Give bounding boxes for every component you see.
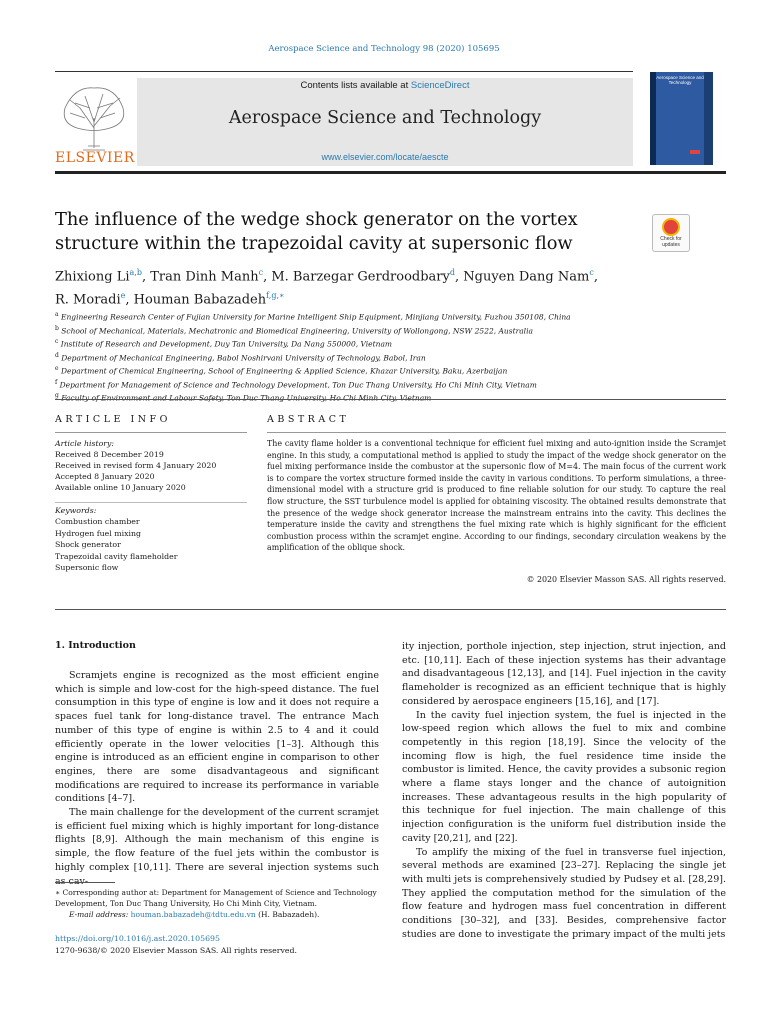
- journal-cover-image: [650, 72, 713, 165]
- affil-key: d: [55, 351, 59, 359]
- body-paragraph: ity injection, porthole injection, step injection, strut injection, and etc. [10,11]. Each of these injection systems has their advantage and disadvantageous [12,13], and [14]. Fuel injection in the cavity flameholder is recognized as an efficient technique that is highly considered by aerospace engineers [15,16], and [17].: [402, 641, 726, 707]
- abstract-text: The cavity flame holder is a conventional technique for efficient fuel mixing and auto-ignition inside the Scramjet engine. In this study, a computational method is applied to study the impact of the wedge shock generator on the fuel mixing performance inside the combustor at the supersonic flow of M=4. The main focus of the current work is to compare the vortex structure formed inside the cavity in various conditions. To perform simulations, a three-dimensional model with a structure grid is produced to fine reliable solution for our study. To capture the real flow structure, the SST turbulence model is applied for obtaining viscosity. The obtained results demonstrate that the presence of the wedge shock generator increase the mainstream entrains into the cavity. This declines the temperature inside the cavity and strengthens the fuel mixing rate which is highly significant for the efficient combustion process within the scramjet engine. According to our findings, secondary circulation weakens by the amplification of the oblique shock.: [267, 439, 726, 553]
- author-separator: ,: [141, 269, 151, 285]
- check-updates-label: Check for updates: [660, 236, 682, 248]
- contents-prefix: Contents lists available at: [300, 80, 411, 91]
- section-divider: [55, 399, 726, 400]
- affiliation-item: [55, 336, 725, 350]
- elsevier-wordmark: ELSEVIER: [55, 150, 135, 166]
- email-suffix: (H. Babazadeh).: [255, 910, 320, 919]
- affil-text: Department of Mechanical Engineering, Babol Noshirvani University of Technology, Babol, Iran: [61, 353, 426, 362]
- author-list: [55, 263, 725, 310]
- affiliation-item: [55, 377, 725, 391]
- body-paragraph: Scramjets engine is recognized as the most efficient engine which is simple and low-cost for the high-speed distance. The fuel consumption in this type of engine is low and it does not require a spaces fuel tank for long-distance travel. The entrance Mach number of this type of engine is within 2.5 to 4 and it could efficiently operate in the lower velocities [1–3]. Although this engine is introduced as an efficient engine in comparison to other engines, there are some disadvantageous and significant modifications are required to increase its performance in variable conditions [4–7].: [55, 670, 379, 805]
- sciencedirect-link[interactable]: ScienceDirect: [410, 80, 470, 91]
- email-label: E-mail address:: [69, 910, 131, 919]
- author-name: Zhixiong Li: [55, 269, 130, 285]
- check-updates-icon: [662, 218, 680, 236]
- affil-text: Department for Management of Science and Technology Development, Ton Duc Thang University, Ho Chi Minh City, Vietnam: [59, 380, 537, 389]
- affiliation-item: [55, 323, 725, 337]
- affil-text: Faculty of Environment and Labour Safety, Ton Duc Thang University, Ho Chi Minh City, Vietnam: [61, 393, 432, 403]
- cover-logo-mark: [690, 150, 700, 154]
- keyword-item: Supersonic flow: [55, 563, 119, 573]
- author-name: M. Barzegar Gerdroodbary: [271, 269, 450, 285]
- author-affil-link[interactable]: f,g,∗: [266, 291, 285, 301]
- affil-key: b: [55, 324, 59, 332]
- footnote: [55, 887, 379, 920]
- body-paragraph: The main challenge for the development of the current scramjet is efficient fuel mixing which is highly important for long-distance flights [8,9]. Although the main mechanism of this engine is simple, the flow feature of the fuel jets within the combustor is highly complex [10,11]. There are several injection systems such as cav-: [55, 807, 379, 887]
- history-item: Received 8 December 2019: [55, 450, 164, 459]
- affiliation-item: [55, 350, 725, 364]
- corresponding-author-note: ∗ Corresponding author at: Department for Management of Science and Technology Development, Ton Duc Thang University, Ho Chi Minh City, Vietnam.: [55, 888, 377, 908]
- masthead-bottom-rule: [55, 171, 726, 174]
- author-separator: ,: [454, 269, 464, 285]
- author-name: Nguyen Dang Nam: [463, 269, 590, 285]
- affil-text: School of Mechanical, Materials, Mechatronic and Biomedical Engineering, University of Wollongong, NSW 2522, Australia: [61, 326, 533, 335]
- author-affil-link[interactable]: a,b: [129, 268, 142, 277]
- journal-reference[interactable]: Aerospace Science and Technology 98 (2020) 105695: [268, 44, 500, 54]
- affiliation-list: [55, 309, 725, 404]
- issn-line: 1270-9638/© 2020 Elsevier Masson SAS. All rights reserved.: [55, 946, 297, 955]
- history-item: Available online 10 January 2020: [55, 483, 186, 492]
- email-link[interactable]: houman.babazadeh@tdtu.edu.vn: [130, 910, 256, 919]
- author-affil-link[interactable]: c: [589, 268, 594, 277]
- affiliation-item: [55, 309, 725, 323]
- doi-link[interactable]: https://doi.org/10.1016/j.ast.2020.105695: [55, 934, 220, 943]
- author-affil-link[interactable]: c: [258, 268, 264, 277]
- section-heading-introduction: 1. Introduction: [55, 640, 136, 651]
- affiliation-item: [55, 363, 725, 377]
- affiliation-item: [55, 390, 725, 404]
- keyword-item: Combustion chamber: [55, 517, 140, 527]
- affil-text: Engineering Research Center of Fujian University for Marine Intelligent Ship Equipment, Minjiang University, Fuzhou 350108, China: [60, 312, 571, 322]
- cover-title: Aerospace Science and Technology: [656, 75, 704, 85]
- masthead-top-rule: [55, 71, 633, 72]
- journal-title: Aerospace Science and Technology: [228, 108, 542, 128]
- contents-line: [137, 80, 633, 91]
- abstract-copyright: © 2020 Elsevier Masson SAS. All rights reserved.: [526, 575, 726, 584]
- footnote-rule: [55, 882, 115, 883]
- abstract-rule: [267, 432, 726, 433]
- keyword-item: Hydrogen fuel mixing: [55, 528, 142, 538]
- abstract-heading: ABSTRACT: [267, 414, 350, 425]
- journal-url-link[interactable]: www.elsevier.com/locate/aescte: [321, 152, 449, 162]
- author-affil-link[interactable]: d: [449, 268, 455, 277]
- body-column-right: [402, 640, 726, 941]
- author-affil-link[interactable]: e: [120, 291, 126, 301]
- keywords-label: Keywords:: [55, 506, 97, 515]
- article-info-heading: ARTICLE INFO: [55, 414, 171, 425]
- body-column-left: [55, 669, 379, 888]
- body-paragraph: In the cavity fuel injection system, the fuel is injected in the low-speed region which allows the fuel to mix and combine competently in this region [18,19]. Since the velocity of the incoming flow is high, the fuel residence time inside the combustor is limited. Hence, the cavity provides a subsonic region where a flame stays longer and the chance of autoignition increases. These advantageous results in the high popularity of this technique for fuel injection. The main challenge of this injection configuration is the uniform fuel distribution inside the cavity [20,21], and [22].: [402, 709, 726, 844]
- history-label: Article history:: [55, 439, 115, 448]
- keyword-list: [55, 505, 247, 573]
- affil-key: f: [55, 378, 58, 386]
- paper-title: The influence of the wedge shock generator on the vortex structure within the trapezoidal cavity at supersonic flow: [55, 209, 578, 254]
- keyword-item: Shock generator: [55, 540, 121, 550]
- author-separator: ,: [593, 269, 598, 285]
- affil-text: Department of Chemical Engineering, School of Engineering & Applied Science, Khazar University, Baku, Azerbaijan: [60, 366, 508, 376]
- affil-key: a: [55, 311, 59, 318]
- check-for-updates-button[interactable]: [652, 214, 690, 252]
- article-info-rule: [55, 432, 247, 433]
- history-item: Accepted 8 January 2020: [55, 472, 155, 481]
- keywords-rule: [55, 502, 247, 503]
- affil-key: c: [55, 338, 59, 345]
- affil-key: g: [55, 392, 59, 399]
- article-history: [55, 438, 247, 493]
- history-item: Received in revised form 4 January 2020: [55, 461, 217, 470]
- keyword-item: Trapezoidal cavity flameholder: [55, 551, 178, 561]
- author-name: Houman Babazadeh: [133, 292, 267, 308]
- author-separator: ,: [263, 269, 272, 285]
- author-separator: ,: [125, 292, 134, 308]
- author-name: Tran Dinh Manh: [150, 269, 259, 285]
- affil-key: e: [55, 365, 59, 372]
- affil-text: Institute of Research and Development, Duy Tan University, Da Nang 550000, Vietnam: [60, 339, 393, 349]
- author-name: R. Moradi: [55, 292, 121, 308]
- body-divider: [55, 609, 726, 610]
- body-paragraph: To amplify the mixing of the fuel in transverse fuel injection, several methods are examined [23–27]. Replacing the single jet with multi jets is comprehensively studied by Pudsey et al. [28,29]. They applied the computation method for the simulation of the flow feature and hydrogen mass fuel concentration in different conditions [30–32], and [33]. Besides, comprehensive factor studies are done to investigate the primary impact of the multi jets: [402, 846, 726, 940]
